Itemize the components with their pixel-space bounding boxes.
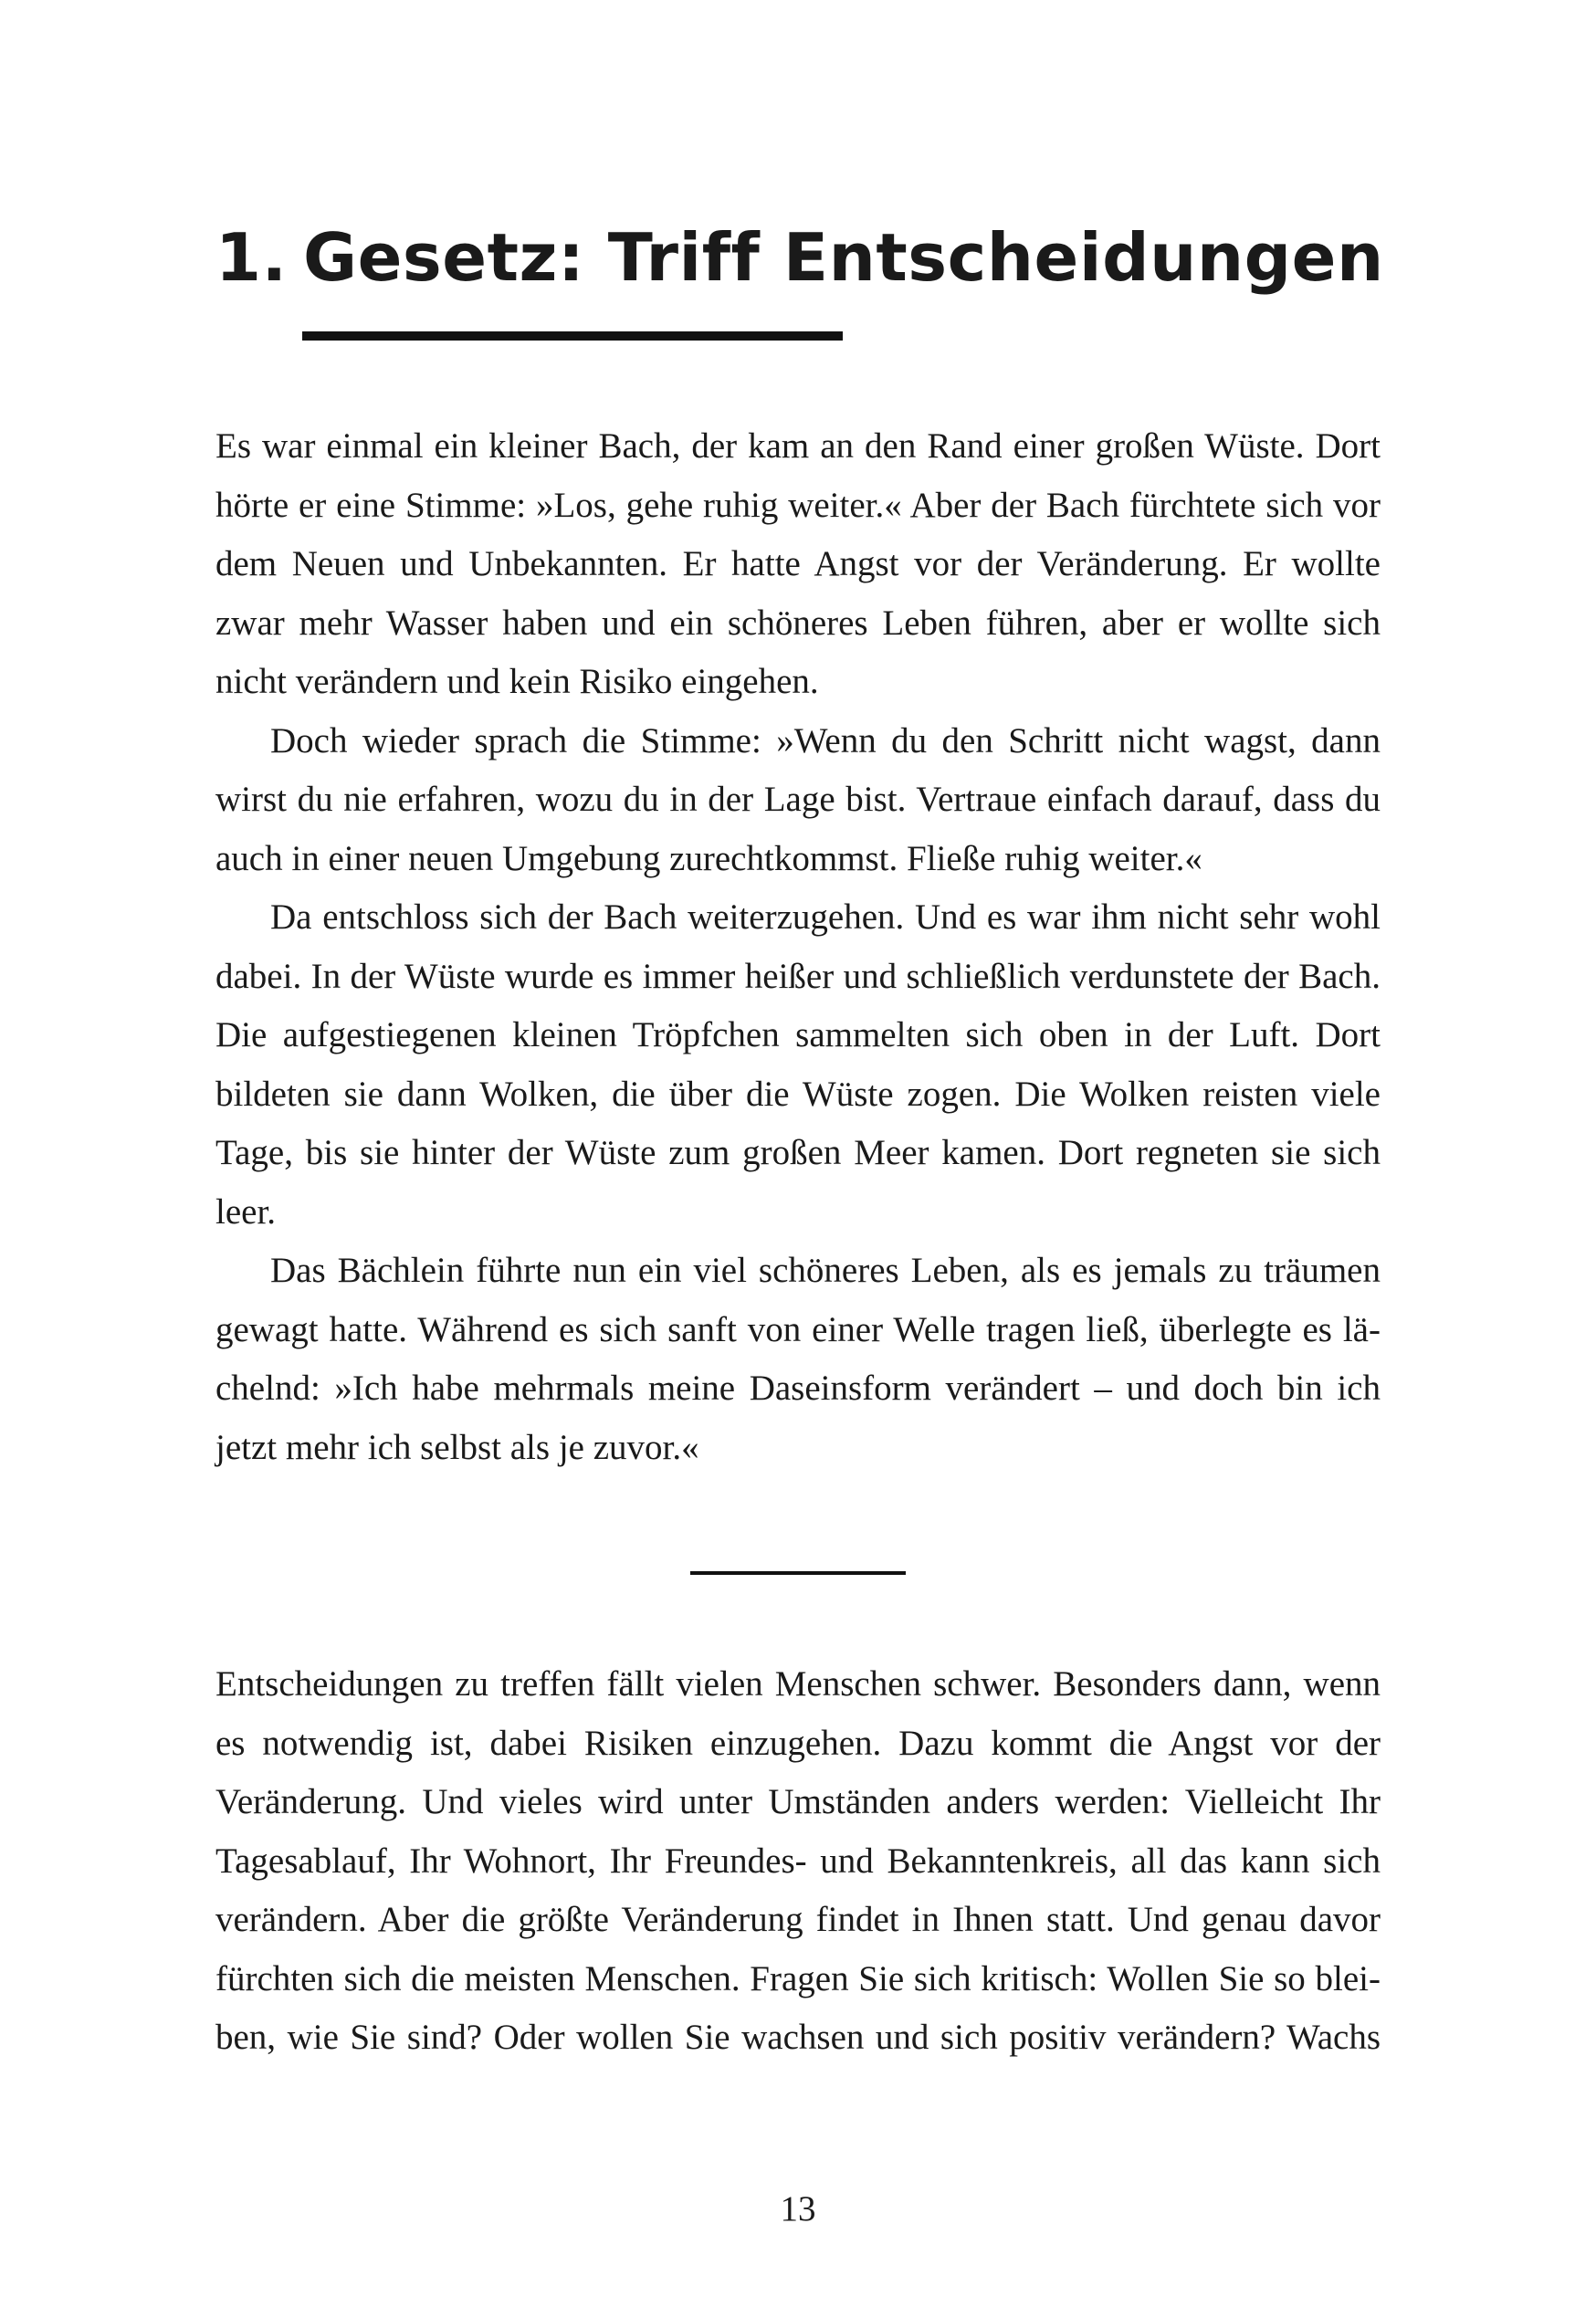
story-paragraph: Da entschloss sich der Bach weiterzugehen. Und es war ihm nicht sehr wohl dabei. In der Wüste wurde es immer heißer und schließlich verdunstete der Bach. Die aufgestiegenen kleinen Tröpfchen sammelten sich oben in der Luft. Dort bildeten sie dann Wolken, die über die Wüste zogen. Die Wolken reisten viele Tage, bis sie hinter der Wüste zum großen Meer kamen. Dort regneten sie sich leer.	[215, 897, 1381, 1232]
chapter-number: 1.	[215, 219, 288, 296]
page-number: 13	[780, 2189, 816, 2229]
essay-text	[215, 1655, 1381, 2068]
story-paragraph: Das Bächlein führte nun ein viel schöneres Leben, als es jemals zu träumen gewagt hatte. Während es sich sanft von einer Welle tragen ließ, überlegte es lächelnd: »Ich habe mehrmals meine Daseinsform verändert – und doch bin ich jetzt mehr ich selbst als je zuvor.«	[215, 1251, 1381, 1467]
chapter-heading	[215, 212, 1402, 303]
heading-underline	[302, 331, 843, 341]
chapter-title: Gesetz: Triff Entscheidungen	[303, 219, 1384, 296]
story-text	[215, 417, 1381, 1477]
story-paragraph: Doch wieder sprach die Stimme: »Wenn du den Schritt nicht wagst, dann wirst du nie erfahren, wozu du in der Lage bist. Vertraue einfach darauf, dass du auch in einer neuen Umgebung zurechtkommst. Fließe ruhig weiter.«	[215, 720, 1381, 878]
story-paragraph: Es war einmal ein kleiner Bach, der kam an den Rand einer großen Wüste. Dort hörte er eine Stimme: »Los, gehe ruhig weiter.« Aber der Bach fürchtete sich vor dem Neuen und Unbekannten. Er hatte Angst vor der Veränderung. Er wollte zwar mehr Wasser haben und ein schöneres Leben führen, aber er wollte sich nicht verändern und kein Risiko eingehen.	[215, 426, 1381, 701]
essay-paragraph: Entscheidungen zu treffen fällt vielen Menschen schwer. Besonders dann, wenn es notwendig ist, dabei Risiken einzugehen. Dazu kommt die Angst vor der Veränderung. Und vieles wird unter Umständen anders werden: Vielleicht Ihr Tagesablauf, Ihr Wohnort, Ihr Freundes- und Bekanntenkreis, all das kann sich verändern. Aber die größte Veränderung findet in Ihnen statt. Und genau davor fürchten sich die meisten Menschen. Fragen Sie sich kritisch: Wollen Sie so bleiben, wie Sie sind? Oder wollen Sie wachsen und sich positiv verändern? Wachs	[215, 1664, 1381, 2057]
section-divider	[690, 1571, 906, 1575]
